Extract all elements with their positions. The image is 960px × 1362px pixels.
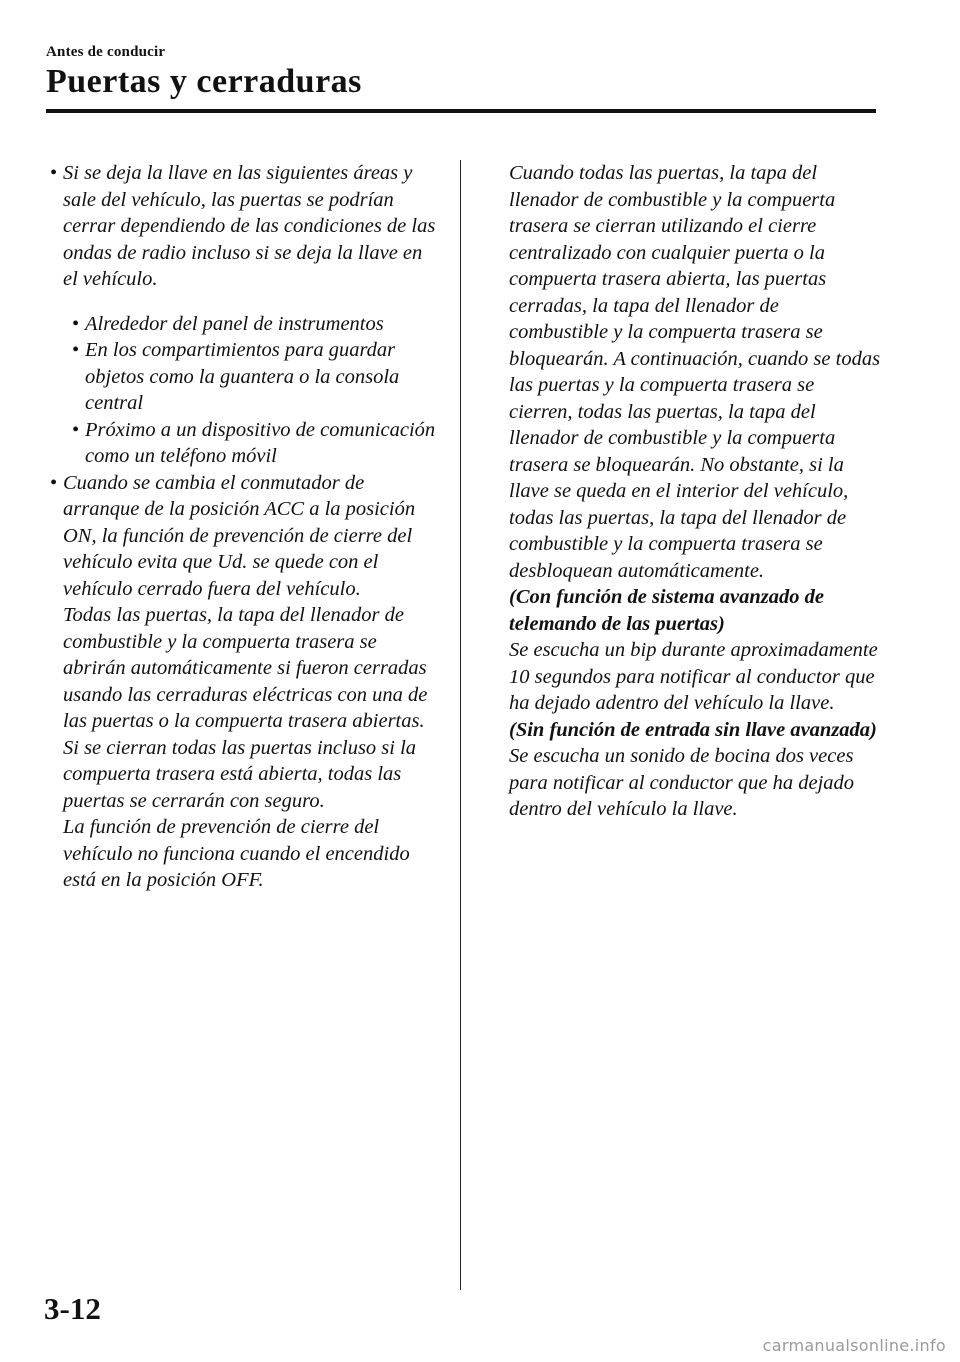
paragraph: Se escucha un bip durante aproximadamente 10 segundos para notificar al conductor que ha dejado adentro del vehículo la llave.	[509, 639, 878, 714]
paragraph: Cuando todas las puertas, la tapa del llenador de combustible y la compuerta trasera se cierran utilizando el cierre centralizado con cualquier puerta o la compuerta trasera abierta, las puertas cerradas, la tapa del llenador de combustible y la compuerta trasera se bloquearán. A continuación, cuando se todas las puertas y la compuerta trasera se cierren, todas las puertas, la tapa del llenador de combustible y la compuerta trasera se bloquearán. No obstante, si la llave se queda en el interior del vehículo, todas las puertas, la tapa del llenador de combustible y la compuerta trasera se desbloquean automáticamente.	[509, 162, 881, 582]
bullet-item-keys-left	[46, 160, 442, 293]
bullet-text: Cuando se cambia el conmutador de arranque de la posición ACC a la posición ON, la función de prevención de cierre del vehículo evita que Ud. se quede con el vehículo cerrado fuera del vehículo.	[63, 471, 416, 600]
bullet-icon: •	[72, 418, 80, 441]
section-label: Antes de conducir	[46, 44, 166, 60]
bullet-icon: •	[50, 471, 58, 494]
sub-item-text: Próximo a un dispositivo de comunicación como un teléfono móvil	[85, 418, 436, 467]
sub-item	[68, 417, 442, 470]
sub-item	[68, 337, 442, 417]
bullet-icon: •	[72, 312, 80, 335]
page-title: Puertas y cerraduras	[46, 63, 362, 100]
bullet-paragraph: Todas las puertas, la tapa del llenador de combustible y la compuerta trasera se abrirán automáticamente si fueron cerradas usando las cerraduras eléctricas con una de las puertas o la compuerta trasera abiertas.	[63, 604, 428, 732]
sub-item	[68, 311, 442, 338]
left-column	[46, 160, 442, 894]
bullet-icon: •	[72, 339, 80, 361]
page-number: 3-12	[44, 1291, 101, 1326]
right-column	[509, 160, 881, 823]
paragraph: Se escucha un sonido de bocina dos veces para notificar al conductor que ha dejado dentro del vehículo la llave.	[509, 745, 855, 820]
column-divider	[460, 160, 461, 1290]
sub-item-text: En los compartimientos para guardar objetos como la guantera o la consola central	[85, 339, 400, 414]
watermark: carmanualsonline.info	[762, 1336, 946, 1355]
subheading: (Sin función de entrada sin llave avanzada)	[509, 718, 877, 741]
bullet-item-lock-prevention	[46, 470, 442, 894]
subheading: (Con función de sistema avanzado de telemando de las puertas)	[509, 586, 824, 635]
sub-item-text: Alrededor del panel de instrumentos	[85, 312, 384, 335]
sub-list	[46, 311, 442, 470]
bullet-paragraph: Si se cierran todas las puertas incluso si la compuerta trasera está abierta, todas las puertas se cerrarán con seguro.	[63, 736, 417, 812]
header-rule	[46, 109, 876, 113]
bullet-icon: •	[50, 162, 58, 184]
bullet-paragraph: La función de prevención de cierre del vehículo no funciona cuando el encendido está en la posición OFF.	[63, 816, 410, 891]
bullet-text: Si se deja la llave en las siguientes áreas y sale del vehículo, las puertas se podrían cerrar dependiendo de las condiciones de las ondas de radio incluso si se deja la llave en el vehículo.	[63, 162, 436, 290]
